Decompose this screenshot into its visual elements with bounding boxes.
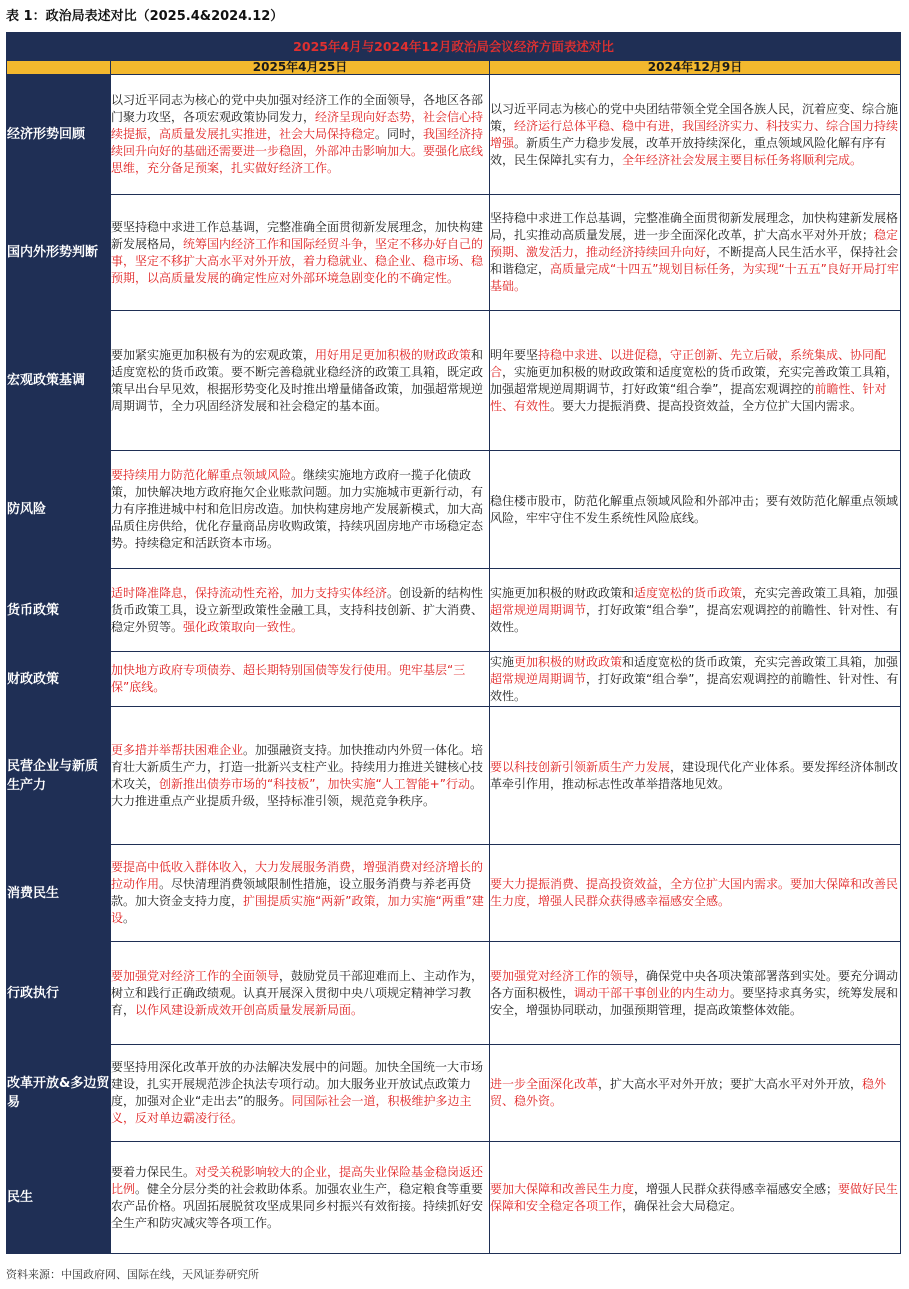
cell-2025	[111, 707, 490, 845]
body-text: 。大力推进重点产业提质升级，坚持标准引领，规范竞争秩序。	[111, 776, 482, 808]
body-text: 要坚持用深化改革开放的办法解决发展中的问题。加快全国统一大市场建设，扎实开展规范涉企执法专项行动。加大服务业开放试点政策力度，加强对企业“走出去”的服务。	[111, 1060, 484, 1108]
body-text: ，增强人民群众获得感幸福感安全感；	[634, 1181, 839, 1196]
body-text: 。尽快清理消费领域限制性措施，设立服务消费与养老再贷款。加大资金支持力度，	[111, 877, 472, 908]
highlight-text: 用好用足更加积极的财政政策	[315, 347, 472, 362]
table-row	[7, 1045, 901, 1142]
highlight-text: 高质量完成“十四五”规划目标任务，为实现“十五五”良好开局打牢基础。	[490, 262, 899, 293]
cell-2024	[490, 311, 901, 451]
highlight-text: 要加强党对经济工作的全面领导	[111, 968, 280, 983]
highlight-text: 更多措并举帮扶困难企业	[111, 742, 244, 757]
body-text: 。健全分层分类的社会救助体系。加强农业生产，稳定粮食等重要农产品价格。巩固拓展脱贫攻坚成果同乡村振兴有效衔接。持续抓好安全生产和防灾减灾等各项工作。	[111, 1181, 484, 1230]
row-label: 改革开放&多边贸易	[7, 1045, 111, 1142]
cell-2024	[490, 1142, 901, 1254]
body-text: 稳住楼市股市，防范化解重点领域风险和外部冲击；要有效防范化解重点领域风险，牢牢守住不发生系统性风险底线。	[490, 493, 899, 525]
highlight-text: 要做好民生保障和安全稳定各项工作	[490, 1181, 899, 1213]
body-text: 以习近平同志为核心的党中央团结带领全党全国各族人民，沉着应变、综合施策，	[490, 101, 899, 133]
cell-2025	[111, 311, 490, 451]
highlight-text: 超常规逆周期调节	[490, 602, 587, 617]
row-label: 防风险	[7, 451, 111, 569]
table-row	[7, 569, 901, 652]
highlight-text: 前瞻性、针对性、有效性	[490, 381, 887, 413]
highlight-text: 更加积极的财政政策	[514, 654, 623, 669]
highlight-text: 以作风建设新成效开创高质量发展新局面。	[135, 1002, 364, 1017]
row-label: 财政政策	[7, 652, 111, 707]
highlight-text: 经济运行总体平稳、稳中有进，我国经济实力、科技实力、综合国力持续增强	[490, 118, 899, 150]
cell-2025	[111, 75, 490, 195]
column-header-2024: 2024年12月9日	[490, 61, 901, 75]
body-text: 坚持稳中求进工作总基调，完整准确全面贯彻新发展理念，加快构建新发展格局，扎实推动高质量发展，进一步全面深化改革，扩大高水平对外开放；	[490, 211, 899, 242]
body-text: ，确保党中央各项决策部署落到实处。要充分调动各方面积极性，	[490, 968, 899, 1000]
body-text: 。加强融资支持。加快推动内外贸一体化。培育壮大新质生产力，打造一批新兴支柱产业。持续用力推进关键核心技术攻关，	[111, 742, 484, 791]
table-row	[7, 942, 901, 1045]
table-row	[7, 195, 901, 311]
highlight-text: 同国际社会一道，积极维护多边主义，反对单边霸凌行径。	[111, 1094, 472, 1125]
cell-2024	[490, 942, 901, 1045]
row-label: 国内外形势判断	[7, 195, 111, 311]
body-text: 要坚持稳中求进工作总基调，完整准确全面贯彻新发展理念，加快构建新发展格局，	[111, 219, 484, 251]
highlight-text: 适度宽松的货币政策	[634, 585, 743, 600]
cell-2024	[490, 652, 901, 707]
body-text: 明年要坚	[490, 347, 539, 362]
highlight-text: 要加强党对经济工作的领导	[490, 968, 635, 983]
body-text: 。要大力提振消费、提高投资效益，全方位扩大国内需求。	[550, 398, 863, 413]
highlight-text: 持稳中求进、以进促稳，守正创新、先立后破，系统集成、协同配合	[490, 347, 887, 379]
highlight-text: 我国经济持续回升向好的基础还需要进一步稳固，外部冲击影响加大。要强化底线思维，充分备足预案，扎实做好经济工作。	[111, 127, 484, 175]
highlight-text: 强化政策取向一致性。	[183, 619, 304, 634]
body-text: 。创设新的结构性货币政策工具，设立新型政策性金融工具，支持科技创新、扩大消费、稳定外贸等。	[111, 585, 484, 634]
cell-2025	[111, 1142, 490, 1254]
highlight-text: 统筹国内经济工作和国际经贸斗争，坚定不移办好自己的事，坚定不移扩大高水平对外开放，着力稳就业、稳企业、稳市场、稳预期，以高质量发展的确定性应对外部环境急剧变化的不确定性。	[111, 236, 484, 285]
highlight-text: 调动干部干事创业的内生动力	[574, 985, 731, 1000]
row-label: 宏观政策基调	[7, 311, 111, 451]
body-text: 。同时，	[375, 127, 424, 141]
body-text: 。新质生产力稳步发展，改革开放持续深化，重点领域风险化解有序有效，民生保障扎实有力，	[490, 135, 887, 167]
cell-2025	[111, 195, 490, 311]
row-label: 货币政策	[7, 569, 111, 652]
cell-2024	[490, 75, 901, 195]
table-caption: 表 1：政治局表述对比（2025.4&2024.12）	[6, 9, 284, 24]
body-text: ，实施更加积极的财政政策和适度宽松的货币政策，充实完善政策工具箱，加强超常规逆周期调节，打好政策“组合拳”，提高宏观调控的	[490, 364, 899, 396]
body-text: ，打好政策“组合拳”，提高宏观调控的前瞻性、针对性、有效性。	[490, 602, 899, 634]
table-row	[7, 75, 901, 195]
body-text: ，建设现代化产业体系。要发挥经济体制改革牵引作用，推动标志性改革举措落地见效。	[490, 759, 899, 791]
row-label: 经济形势回顾	[7, 75, 111, 195]
cell-2024	[490, 1045, 901, 1142]
row-label: 行政执行	[7, 942, 111, 1045]
body-text: 实施更加积极的财政政策和	[490, 585, 635, 600]
highlight-text: 适时降准降息，保持流动性充裕，加力支持实体经济	[111, 585, 388, 600]
body-text: 和适度宽松的货币政策，充实完善政策工具箱，加强	[622, 654, 899, 669]
highlight-text: 扩围提质实施“两新”政策，加力实施“两重”建设	[111, 894, 484, 925]
body-text: ，充实完善政策工具箱，加强	[742, 585, 899, 600]
highlight-text: 进一步全面深化改革	[490, 1077, 599, 1091]
table-row	[7, 845, 901, 942]
row-label: 民生	[7, 1142, 111, 1254]
table-banner: 2025年4月与2024年12月政治局会议经济方面表述对比	[7, 33, 901, 61]
highlight-text: 要以科技创新引领新质生产力发展	[490, 759, 671, 774]
column-header-blank	[7, 61, 111, 75]
body-text: ，确保社会大局稳定。	[622, 1198, 743, 1213]
highlight-text: 加快地方政府专项债券、超长期特别国债等发行使用。兜牢基层“三保”底线。	[111, 663, 466, 694]
body-text: ，不断提高人民生活水平，保持社会和谐稳定，	[490, 245, 899, 276]
column-header-row	[7, 61, 901, 75]
highlight-text: 全年经济社会发展主要目标任务将顺利完成。	[622, 152, 863, 167]
table-row	[7, 707, 901, 845]
highlight-text: 对受关税影响较大的企业，提高失业保险基金稳岗返还比例	[111, 1164, 484, 1196]
cell-2024	[490, 569, 901, 652]
cell-2025	[111, 569, 490, 652]
highlight-text: 稳定预期、激发活力，推动经济持续回升向好	[490, 228, 899, 259]
highlight-text: 要加大保障和改善民生力度	[490, 1181, 635, 1196]
body-text: 实施	[490, 654, 515, 669]
cell-2025	[111, 652, 490, 707]
table-row	[7, 1142, 901, 1254]
body-text: ，鼓励党员干部迎难而上、主动作为，树立和践行正确政绩观。认真开展深入贯彻中央八项规定精神学习教育，	[111, 968, 484, 1017]
highlight-text: 要提高中低收入群体收入，大力发展服务消费，增强消费对经济增长的拉动作用	[111, 860, 484, 891]
body-text: 和适度宽松的货币政策。要不断完善稳就业稳经济的政策工具箱，既定政策早出台早见效，根据形势变化及时推出增量储备政策，加强超常规逆周期调节，全力巩固经济发展和社会稳定的基本面。	[111, 347, 484, 413]
highlight-text: 超常规逆周期调节	[490, 671, 587, 686]
cell-2025	[111, 1045, 490, 1142]
cell-2025	[111, 451, 490, 569]
body-text: 。继续实施地方政府一揽子化债政策，加快解决地方政府拖欠企业账款问题。加力实施城市更新行动，有力有序推进城中村和危旧房改造。加快构建房地产发展新模式，加大高品质住房供给，优化存量商品房收购政策，持续巩固房地产市场稳定态势。持续稳定和活跃资本市场。	[111, 468, 484, 550]
cell-2025	[111, 942, 490, 1045]
highlight-text: 稳外贸、稳外资。	[490, 1077, 887, 1108]
body-text: 要加紧实施更加积极有为的宏观政策，	[111, 347, 316, 362]
cell-2024	[490, 195, 901, 311]
row-label: 民营企业与新质生产力	[7, 707, 111, 845]
cell-2025	[111, 845, 490, 942]
body-text: 。	[123, 911, 136, 925]
body-text: 。要坚持求真务实，统筹发展和安全，增强协同联动，加强预期管理，提高政策整体效能。	[490, 985, 899, 1017]
column-header-2025: 2025年4月25日	[111, 61, 490, 75]
highlight-text: 要持续用力防范化解重点领域风险	[111, 468, 292, 482]
highlight-text: 创新推出债券市场的“科技板”，加快实施“人工智能+”行动	[159, 776, 470, 791]
row-label: 消费民生	[7, 845, 111, 942]
table-row	[7, 652, 901, 707]
body-text: ，扩大高水平对外开放；要扩大高水平对外开放，	[598, 1077, 863, 1091]
body-text: 以习近平同志为核心的党中央加强对经济工作的全面领导，各地区各部门聚力攻坚，各项宏观政策协同发力，	[111, 93, 484, 124]
comparison-table	[6, 32, 901, 1254]
cell-2024	[490, 845, 901, 942]
highlight-text: 要大力提振消费、提高投资效益，全方位扩大国内需求。要加大保障和改善民生力度，增强人民群众获得感幸福感安全感。	[490, 877, 899, 908]
source-note: 资料来源：中国政府网、国际在线，天风证券研究所	[6, 1268, 259, 1281]
table-row	[7, 451, 901, 569]
body-text: 要着力保民生。	[111, 1164, 196, 1179]
cell-2024	[490, 451, 901, 569]
cell-2024	[490, 707, 901, 845]
body-text: ，打好政策“组合拳”，提高宏观调控的前瞻性、针对性、有效性。	[490, 671, 899, 703]
table-row	[7, 311, 901, 451]
highlight-text: 经济呈现向好态势，社会信心持续提振，高质量发展扎实推进，社会大局保持稳定	[111, 110, 484, 141]
